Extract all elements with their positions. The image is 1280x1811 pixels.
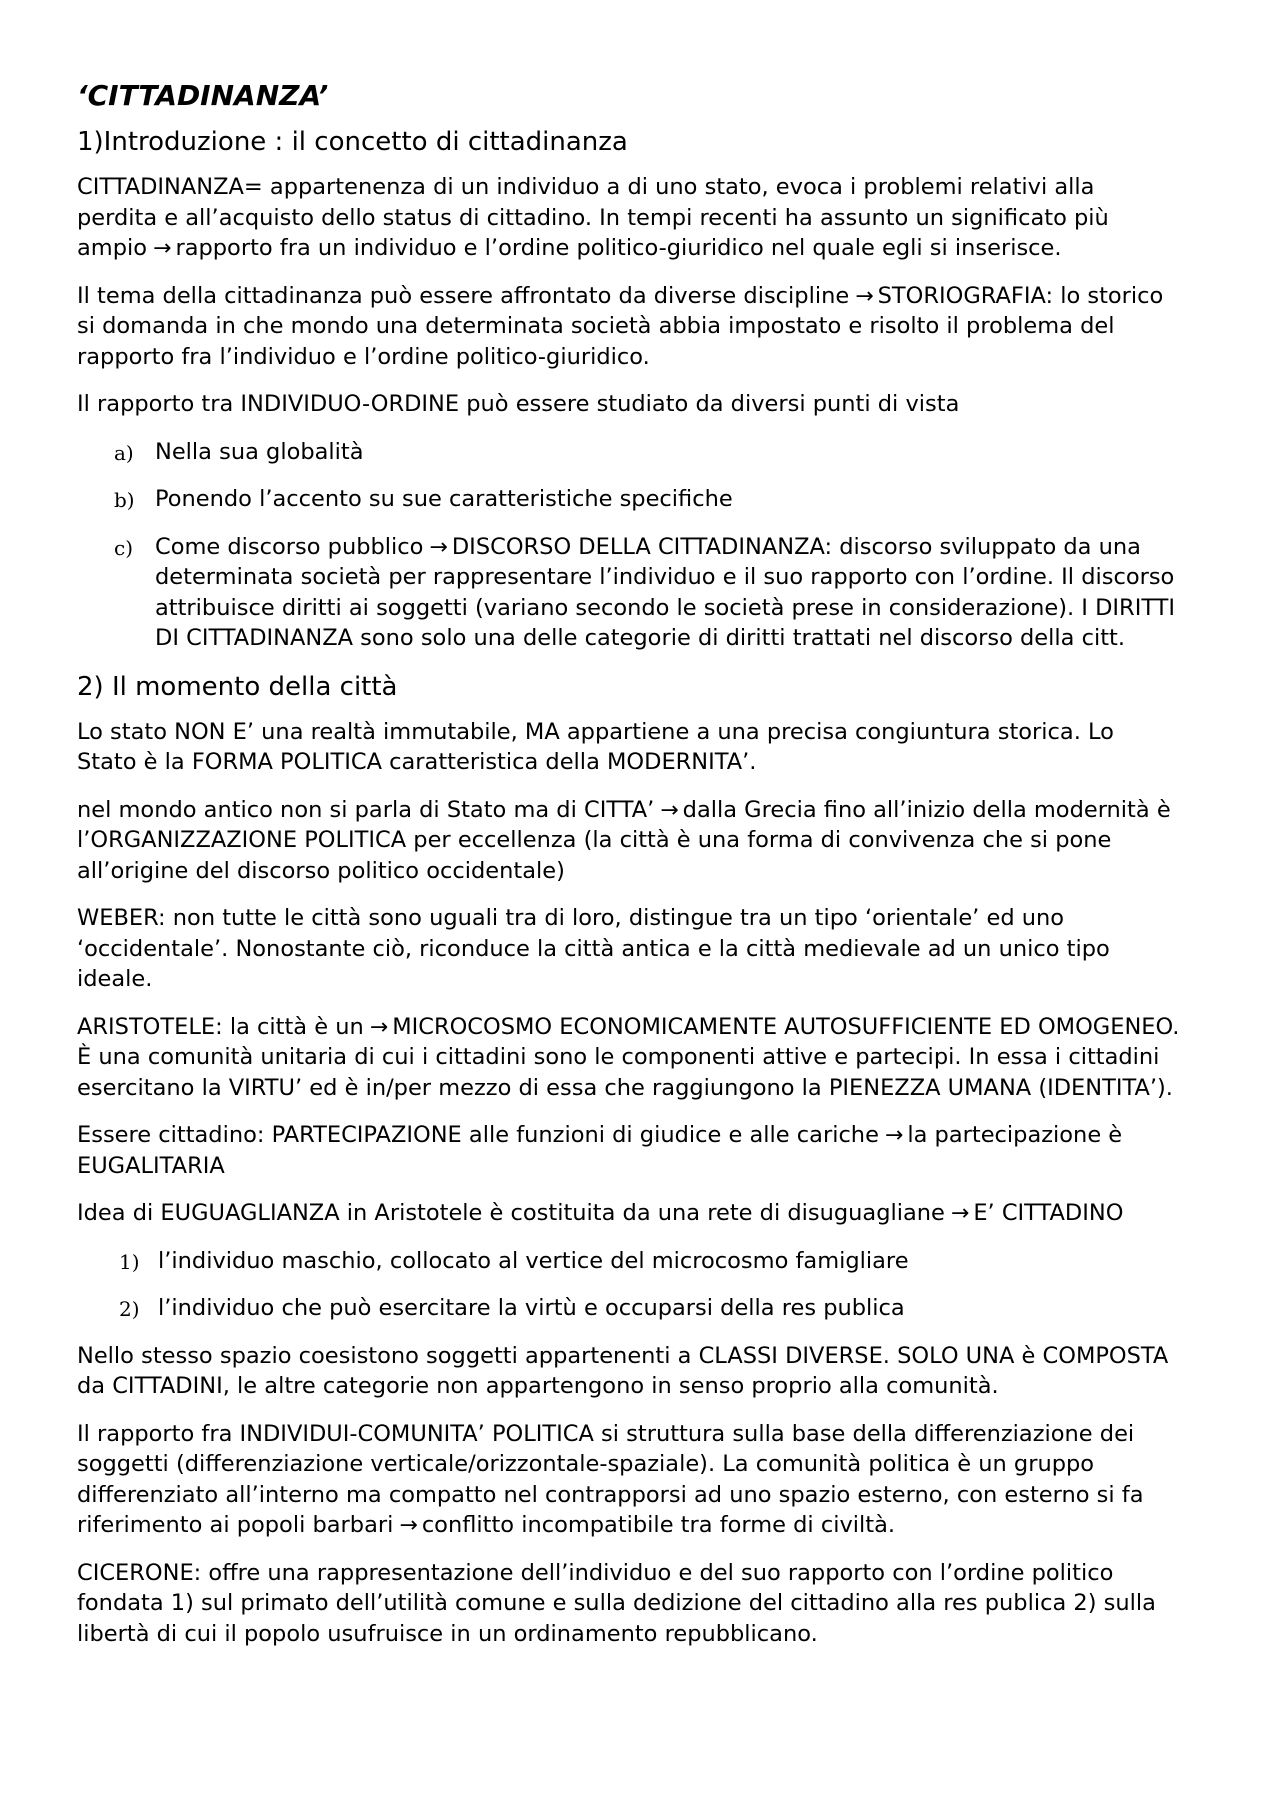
- list-item: [77, 484, 1180, 515]
- list-item-text: Come discorso pubblico: [155, 533, 424, 560]
- paragraph-cicerone: CICERONE: offre una rappresentazione dell’individuo e del suo rapporto con l’ordine politico fondata 1) sul primato dell’utilità comune e sulla dedizione del cittadino alla res publica 2) sulla libertà di cui il popolo usufruisce in un ordinamento repubblicano.: [77, 1559, 1156, 1647]
- list-marker: a): [114, 440, 134, 465]
- paragraph-text: Il rapporto fra INDIVIDUI-COMUNITA’ POLITICA si struttura sulla base della differenziazione dei soggetti (differenziazione verticale/orizzontale-spaziale). La comunità politica è un gruppo differenziato all’interno ma compatto nel contrapporsi ad uno spazio esterno, con esterno si fa riferimento ai popoli barbari: [77, 1420, 1144, 1538]
- paragraph-stato: Lo stato NON E’ una realtà immutabile, MA appartiene a una precisa congiuntura storica. Lo Stato è la FORMA POLITICA caratteristica della MODERNITA’.: [77, 718, 1114, 775]
- paragraph-text: ARISTOTELE: la città è un: [77, 1013, 364, 1040]
- list-item: [77, 532, 1180, 654]
- paragraph-weber: WEBER: non tutte le città sono uguali tra di loro, distingue tra un tipo ‘orientale’ ed uno ‘occidentale’. Nonostante ciò, riconduce la città antica e la città medievale ad un unico tipo ideale.: [77, 905, 1110, 992]
- arrow-icon: →: [884, 1123, 904, 1148]
- paragraph-rapporto-individui-comunita: [77, 1419, 1180, 1541]
- paragraph-euguaglianza: [77, 1198, 1180, 1229]
- document-title: ‘CITTADINANZA’: [77, 79, 329, 112]
- list-item: [77, 1293, 1180, 1324]
- list-marker: 2): [119, 1297, 140, 1321]
- list-item: [77, 437, 1180, 468]
- paragraph-text: STORIOGRAFIA: lo storico si domanda in che mondo una determinata società abbia impostato e risolto il problema del rapporto fra l’individuo e l’ordine politico-giuridico.: [77, 282, 1164, 370]
- paragraph-mondo-antico: [77, 795, 1180, 887]
- list-item-text: DISCORSO DELLA CITTADINANZA: discorso sviluppato da una determinata società per rappresentare l’individuo e il suo rapporto con l’ordine. Il discorso attribuisce diritti ai soggetti (variano secondo le società prese in considerazione). I DIRITTI DI CITTADINANZA sono solo una delle categorie di diritti trattati nel discorso della citt.: [155, 533, 1176, 651]
- list-item-text: l’individuo che può esercitare la virtù e occuparsi della res publica: [158, 1295, 905, 1321]
- arrow-icon: →: [369, 1014, 389, 1040]
- section-heading-introduzione: 1)Introduzione : il concetto di cittadinanza: [77, 127, 628, 157]
- paragraph-text: nel mondo antico non si parla di Stato ma di CITTA’: [77, 796, 655, 823]
- paragraph-discipline: [77, 281, 1180, 373]
- arrow-icon: →: [153, 236, 172, 261]
- arrow-icon: →: [399, 1513, 418, 1538]
- arrow-icon: →: [660, 797, 679, 823]
- paragraph-text: Essere cittadino: PARTECIPAZIONE alle funzioni di giudice e alle cariche: [77, 1122, 879, 1148]
- paragraph-text: dalla Grecia fino all’inizio della modernità è l’ORGANIZZAZIONE POLITICA per eccellenza (la città è una forma di convivenza che si pone all’origine del discorso politico occidentale): [77, 796, 1171, 884]
- arrow-icon: →: [429, 534, 448, 560]
- list-marker: c): [114, 535, 134, 560]
- paragraph-aristotele: [77, 1012, 1180, 1104]
- numbered-list: [77, 1246, 1180, 1324]
- paragraph-text: conflitto incompatibile tra forme di civiltà.: [421, 1512, 896, 1538]
- list-item: [77, 1246, 1180, 1277]
- list-marker: 1): [119, 1249, 140, 1274]
- list-marker: b): [114, 488, 135, 512]
- paragraph-text: CITTADINANZA= appartenenza di un individuo a di uno stato, evoca i problemi relativi alla perdita e all’acquisto dello status di cittadino. In tempi recenti ha assunto un significato più ampio: [77, 174, 1109, 261]
- arrow-icon: →: [950, 1201, 970, 1226]
- list-item-text: Nella sua globalità: [155, 438, 364, 465]
- paragraph-cittadinanza-definizione: [77, 172, 1180, 264]
- list-item-text: l’individuo maschio, collocato al vertice del microcosmo famigliare: [158, 1247, 909, 1274]
- paragraph-text: E’ CITTADINO: [973, 1200, 1124, 1226]
- paragraph-essere-cittadino: [77, 1120, 1180, 1181]
- paragraph-text: Il tema della cittadinanza può essere affrontato da diverse discipline: [77, 282, 850, 309]
- arrow-icon: →: [855, 283, 874, 309]
- section-heading-momento-citta: 2) Il momento della città: [77, 671, 398, 702]
- paragraph-text: Idea di EUGUAGLIANZA in Aristotele è costituita da una rete di disuguagliane: [77, 1200, 945, 1226]
- paragraph-text: rapporto fra un individuo e l’ordine politico-giuridico nel quale egli si inserisce.: [175, 235, 1062, 261]
- paragraph-text: MICROCOSMO ECONOMICAMENTE AUTOSUFFICIENTE ED OMOGENEO. È una comunità unitaria di cui i cittadini sono le componenti attive e partecipi. In essa i cittadini esercitano la VIRTU’ ed è in/per mezzo di essa che raggiungono la PIENEZZA UMANA (IDENTITA’).: [77, 1013, 1180, 1101]
- list-item-text: Ponendo l’accento su sue caratteristiche specifiche: [155, 486, 733, 512]
- lettered-list: [77, 437, 1180, 654]
- paragraph-classi-diverse: Nello stesso spazio coesistono soggetti appartenenti a CLASSI DIVERSE. SOLO UNA è COMPOSTA da CITTADINI, le altre categorie non appartengono in senso proprio alla comunità.: [77, 1342, 1169, 1399]
- paragraph-rapporto-individuo-ordine: Il rapporto tra INDIVIDUO-ORDINE può essere studiato da diversi punti di vista: [77, 391, 960, 417]
- paragraph-text: la partecipazione è EUGALITARIA: [77, 1122, 1123, 1179]
